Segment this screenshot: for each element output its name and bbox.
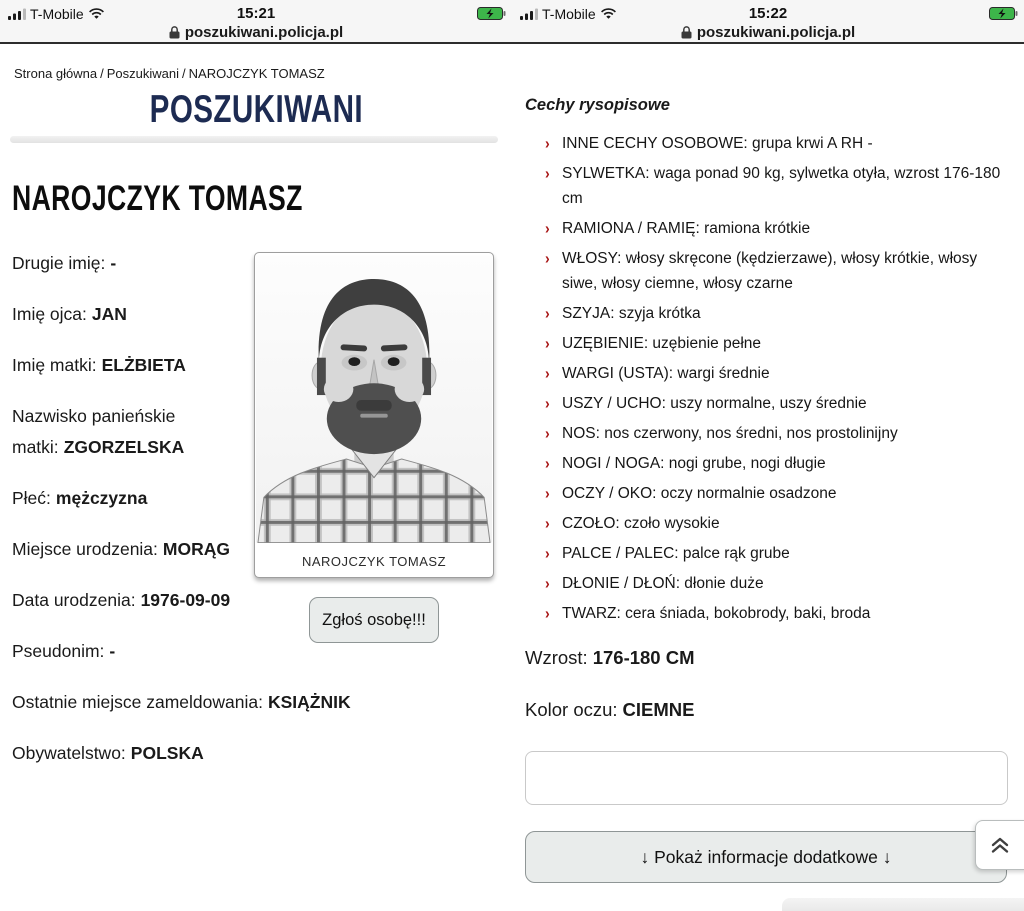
- right-screenshot-panel: [512, 0, 1024, 911]
- report-person-button[interactable]: Zgłoś osobę!!!: [309, 597, 439, 643]
- eye-color-row: [525, 699, 695, 721]
- feature-item: › INNE CECHY OSOBOWE: grupa krwi A RH -: [545, 131, 1011, 156]
- breadcrumb-home-link[interactable]: Strona główna: [14, 66, 98, 81]
- feature-item: › CZOŁO: czoło wysokie: [545, 511, 1011, 536]
- photo-column: [250, 252, 498, 643]
- feature-item: › WARGI (USTA): wargi średnie: [545, 361, 1011, 386]
- detail-label: Nazwisko panieńskie matki:: [12, 406, 176, 457]
- height-row: [525, 647, 695, 669]
- status-bar: [512, 0, 1024, 44]
- detail-value: -: [109, 641, 116, 661]
- show-more-info-button[interactable]: ↓ Pokaż informacje dodatkowe ↓: [525, 831, 1007, 883]
- detail-value: JAN: [91, 304, 127, 324]
- lock-icon: [681, 26, 692, 39]
- battery-charging-icon: [989, 7, 1018, 20]
- feature-item: › NOGI / NOGA: nogi grube, nogi długie: [545, 451, 1011, 476]
- empty-input-field[interactable]: [525, 751, 1008, 805]
- clock: 15:21: [236, 5, 276, 22]
- divider-bar: [10, 136, 498, 143]
- carrier-label: T-Mobile: [30, 6, 84, 22]
- address-bar[interactable]: [512, 24, 1024, 41]
- feature-item: › NOS: nos czerwony, nos średni, nos prostolinijny: [545, 421, 1011, 446]
- detail-value: MORĄG: [162, 539, 230, 559]
- detail-value: ELŻBIETA: [101, 355, 186, 375]
- feature-item: › OCZY / OKO: oczy normalnie osadzone: [545, 481, 1011, 506]
- detail-label: Płeć:: [12, 488, 51, 508]
- chevron-bullet-icon: ›: [545, 543, 550, 563]
- detail-label: Pseudonim:: [12, 641, 105, 661]
- detail-label: Drugie imię:: [12, 253, 106, 273]
- detail-label: Imię matki:: [12, 355, 97, 375]
- detail-label: Obywatelstwo:: [12, 743, 126, 763]
- feature-item: › UZĘBIENIE: uzębienie pełne: [545, 331, 1011, 356]
- chevron-bullet-icon: ›: [545, 423, 550, 443]
- chevron-bullet-icon: ›: [545, 303, 550, 323]
- detail-value: 1976-09-09: [140, 590, 231, 610]
- detail-value: POLSKA: [130, 743, 204, 763]
- url-text: poszukiwani.policja.pl: [184, 24, 344, 41]
- chevron-bullet-icon: ›: [545, 363, 550, 383]
- feature-item: › DŁONIE / DŁOŃ: dłonie duże: [545, 571, 1011, 596]
- detail-row: [12, 687, 498, 718]
- feature-item: › USZY / UCHO: uszy normalne, uszy średnie: [545, 391, 1011, 416]
- feature-item: › WŁOSY: włosy skręcone (kędzierzawe), włosy krótkie, włosy siwe, włosy ciemne, włosy czarne: [545, 246, 1011, 296]
- carrier-label: T-Mobile: [542, 6, 596, 22]
- height-label: Wzrost:: [525, 647, 588, 668]
- detail-value: ZGORZELSKA: [63, 437, 185, 457]
- feature-item: › TWARZ: cera śniada, bokobrody, baki, broda: [545, 601, 1011, 626]
- address-bar[interactable]: [0, 24, 512, 41]
- chevron-bullet-icon: ›: [545, 248, 550, 268]
- height-value: 176-180 CM: [592, 647, 695, 668]
- chevron-bullet-icon: ›: [545, 483, 550, 503]
- section-title: Cechy rysopisowe: [525, 96, 670, 114]
- chevron-bullet-icon: ›: [545, 133, 550, 153]
- eye-color-label: Kolor oczu:: [525, 699, 618, 720]
- lock-icon: [169, 26, 180, 39]
- detail-row: [12, 738, 498, 769]
- battery-charging-icon: [477, 7, 506, 20]
- feature-item: › RAMIONA / RAMIĘ: ramiona krótkie: [545, 216, 1011, 241]
- detail-label: Ostatnie miejsce zameldowania:: [12, 692, 263, 712]
- clock: 15:22: [748, 5, 788, 22]
- detail-value: -: [110, 253, 117, 273]
- double-chevron-up-icon: [990, 836, 1010, 854]
- breadcrumb-separator: /: [100, 66, 104, 81]
- detail-value: KSIĄŻNIK: [267, 692, 351, 712]
- feature-item: › SZYJA: szyja krótka: [545, 301, 1011, 326]
- photo-caption: NAROJCZYK TOMASZ: [301, 554, 447, 569]
- mugshot-frame: [254, 252, 494, 578]
- person-name-heading: NAROJCZYK TOMASZ: [12, 179, 303, 218]
- status-bar: [0, 0, 512, 44]
- feature-item: › SYLWETKA: waga ponad 90 kg, sylwetka otyła, wzrost 176-180 cm: [545, 161, 1011, 211]
- chevron-bullet-icon: ›: [545, 573, 550, 593]
- chevron-bullet-icon: ›: [545, 513, 550, 533]
- breadcrumb-current: NAROJCZYK TOMASZ: [188, 66, 325, 81]
- chevron-bullet-icon: ›: [545, 453, 550, 473]
- person-details: [12, 248, 498, 789]
- breadcrumb: [14, 66, 325, 81]
- chevron-bullet-icon: ›: [545, 218, 550, 238]
- detail-label: Miejsce urodzenia:: [12, 539, 158, 559]
- url-text: poszukiwani.policja.pl: [696, 24, 856, 41]
- detail-label: Data urodzenia:: [12, 590, 136, 610]
- detail-value: mężczyzna: [55, 488, 148, 508]
- page-title: POSZUKIWANI: [149, 88, 363, 131]
- eye-color-value: CIEMNE: [622, 699, 695, 720]
- detail-label: Imię ojca:: [12, 304, 87, 324]
- scroll-to-top-button[interactable]: [975, 820, 1024, 870]
- breadcrumb-section-link[interactable]: Poszukiwani: [106, 66, 180, 81]
- chevron-bullet-icon: ›: [545, 163, 550, 183]
- breadcrumb-separator: /: [182, 66, 186, 81]
- chevron-bullet-icon: ›: [545, 603, 550, 623]
- chevron-bullet-icon: ›: [545, 333, 550, 353]
- feature-item: › PALCE / PALEC: palce rąk grube: [545, 541, 1011, 566]
- bottom-edge-strip: [782, 898, 1024, 911]
- mugshot-photo: [256, 254, 492, 544]
- chevron-bullet-icon: ›: [545, 393, 550, 413]
- features-list: [545, 131, 1011, 631]
